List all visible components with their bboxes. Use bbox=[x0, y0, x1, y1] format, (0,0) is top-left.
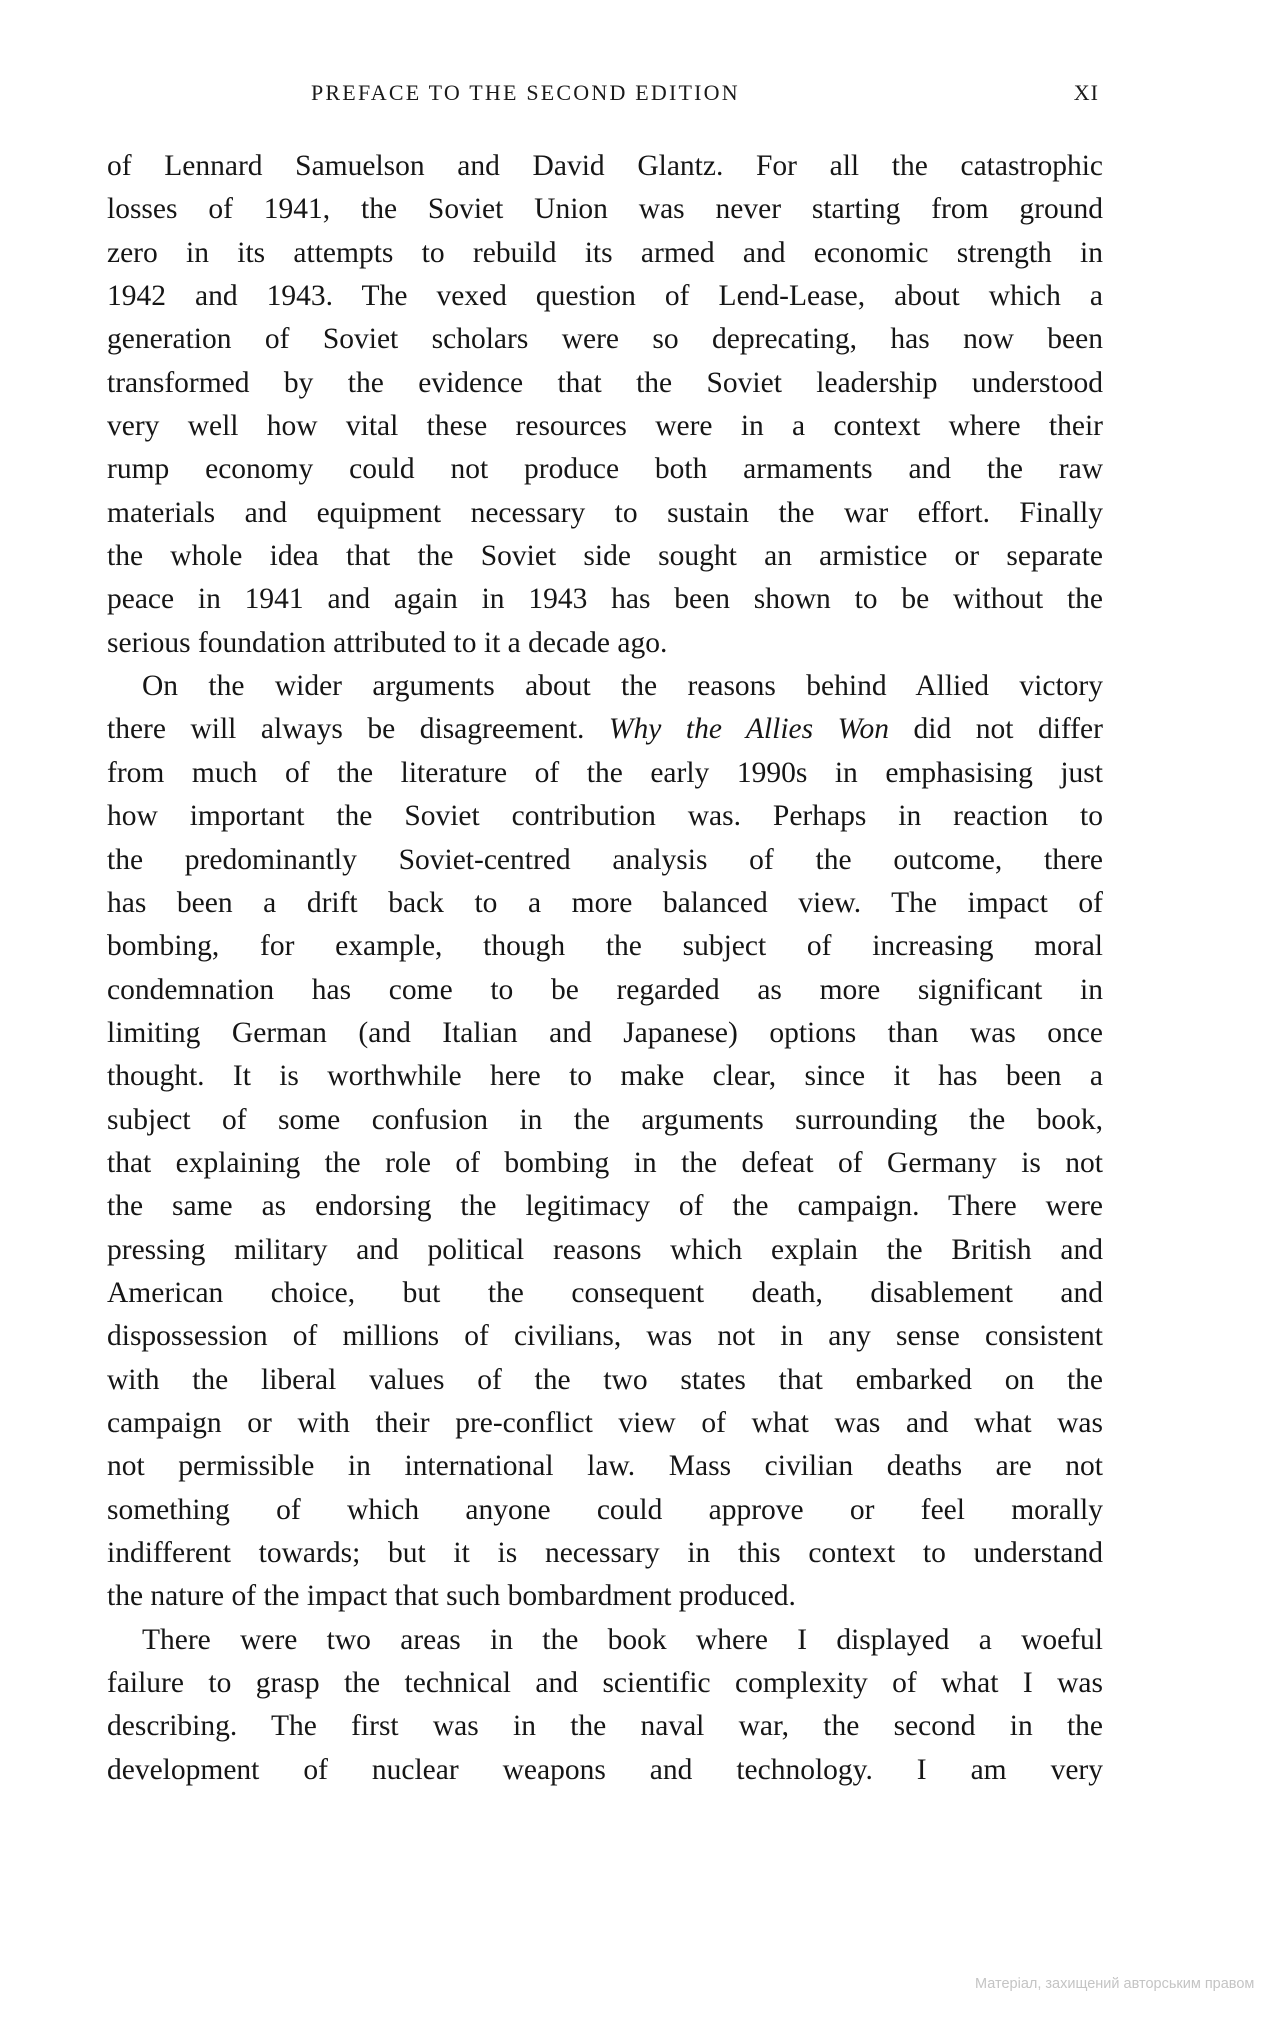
text-line: from much of the literature of the early 1990s in emphasising just bbox=[107, 756, 1103, 789]
running-head-title: PREFACE TO THE SECOND EDITION bbox=[311, 80, 740, 105]
text-line: how important the Soviet contribution was. Perhaps in reaction to bbox=[107, 800, 1103, 833]
text-line: the predominantly Soviet-centred analysis of the outcome, there bbox=[107, 843, 1103, 876]
page-number: XI bbox=[1073, 80, 1099, 105]
text-line: materials and equipment necessary to sustain the war effort. Finally bbox=[107, 496, 1103, 529]
text-line-with-title bbox=[107, 708, 1103, 751]
text-line: losses of 1941, the Soviet Union was never starting from ground bbox=[107, 193, 1103, 226]
text-line: the nature of the impact that such bombardment produced. bbox=[107, 1580, 796, 1613]
book-title: Why the Allies Won bbox=[608, 713, 889, 746]
text-line: that explaining the role of bombing in the defeat of Germany is not bbox=[107, 1146, 1103, 1179]
text-line: 1942 and 1943. The vexed question of Lend-Lease, about which a bbox=[107, 280, 1103, 313]
text-line: American choice, but the consequent death, disablement and bbox=[107, 1276, 1103, 1309]
text-line: indifferent towards; but it is necessary in this context to understand bbox=[107, 1537, 1103, 1569]
text-line: subject of some confusion in the arguments surrounding the book, bbox=[107, 1103, 1103, 1136]
text-line: very well how vital these resources were in a context where their bbox=[107, 410, 1103, 443]
text-line: the same as endorsing the legitimacy of the campaign. There were bbox=[107, 1190, 1103, 1223]
text-segment: there will always be disagreement. bbox=[107, 713, 609, 746]
text-line: not permissible in international law. Mass civilian deaths are not bbox=[107, 1450, 1103, 1483]
paragraph-1 bbox=[107, 145, 1103, 665]
text-line: peace in 1941 and again in 1943 has been shown to be without the bbox=[107, 583, 1103, 616]
text-line: zero in its attempts to rebuild its armed and economic strength in bbox=[107, 236, 1103, 269]
text-line: condemnation has come to be regarded as more significant in bbox=[107, 973, 1103, 1006]
body-text bbox=[107, 145, 1103, 1792]
text-line: rump economy could not produce both armaments and the raw bbox=[107, 453, 1103, 486]
text-line: the whole idea that the Soviet side sought an armistice or separate bbox=[107, 540, 1103, 573]
text-line: bombing, for example, though the subject of increasing moral bbox=[107, 930, 1103, 963]
text-line: There were two areas in the book where I displayed a woeful bbox=[142, 1623, 1103, 1656]
text-line: of Lennard Samuelson and David Glantz. For all the catastrophic bbox=[107, 150, 1103, 182]
text-line: with the liberal values of the two states that embarked on the bbox=[107, 1363, 1103, 1396]
text-line: campaign or with their pre-conflict view of what was and what was bbox=[107, 1406, 1103, 1439]
text-line: limiting German (and Italian and Japanese) options than was once bbox=[107, 1016, 1103, 1049]
text-line: has been a drift back to a more balanced view. The impact of bbox=[107, 886, 1103, 919]
text-line: On the wider arguments about the reasons behind Allied victory bbox=[142, 670, 1103, 703]
text-line: transformed by the evidence that the Soviet leadership understood bbox=[107, 366, 1103, 399]
text-line: dispossession of millions of civilians, was not in any sense consistent bbox=[107, 1320, 1103, 1353]
text-line: describing. The first was in the naval war, the second in the bbox=[107, 1710, 1103, 1743]
copyright-watermark: Матеріал, захищений авторським правом bbox=[975, 1976, 1255, 1992]
running-head bbox=[107, 80, 1103, 110]
paragraph-2 bbox=[107, 665, 1103, 1619]
text-segment: did not differ bbox=[889, 713, 1103, 746]
text-line: serious foundation attributed to it a decade ago. bbox=[107, 626, 668, 659]
text-line: thought. It is worthwhile here to make clear, since it has been a bbox=[107, 1060, 1103, 1093]
text-line: development of nuclear weapons and technology. I am very bbox=[107, 1753, 1103, 1786]
text-line: failure to grasp the technical and scientific complexity of what I was bbox=[107, 1667, 1103, 1700]
paragraph-3 bbox=[107, 1619, 1103, 1792]
text-line: something of which anyone could approve or feel morally bbox=[107, 1493, 1103, 1526]
text-line: generation of Soviet scholars were so deprecating, has now been bbox=[107, 323, 1103, 356]
text-line: pressing military and political reasons which explain the British and bbox=[107, 1233, 1103, 1266]
